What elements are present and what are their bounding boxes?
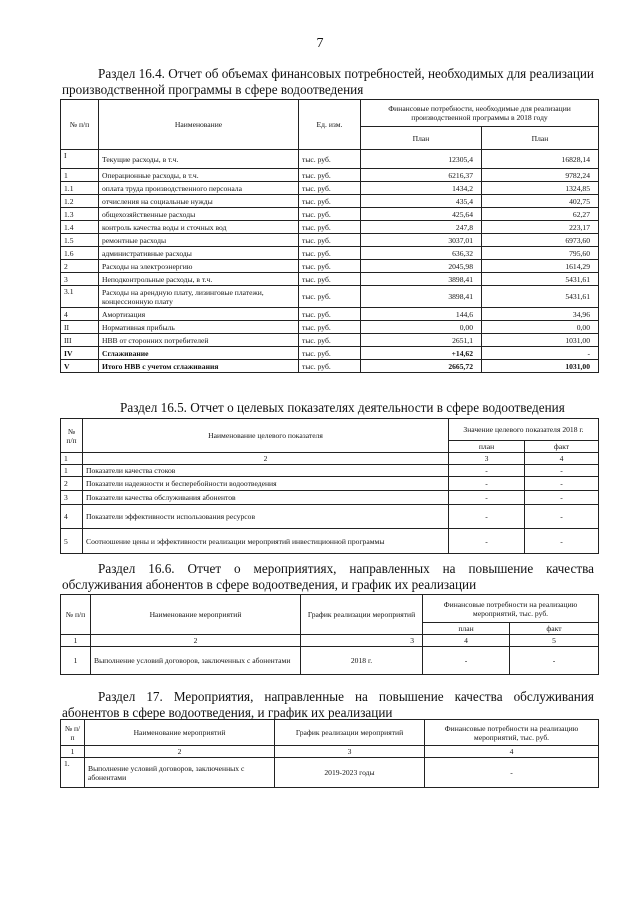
row-value-2: 223,17 (482, 221, 599, 234)
row-value-2: 6973,60 (482, 234, 599, 247)
col-header-plan: план (423, 623, 510, 635)
row-value-1: 435,4 (361, 195, 482, 208)
row-name: Нормативная прибыль (99, 321, 299, 334)
table-row (61, 647, 599, 675)
row-unit: тыс. руб. (299, 150, 361, 169)
table-row (61, 169, 599, 182)
row-unit: тыс. руб. (299, 195, 361, 208)
col-header-num: № п/п (61, 720, 85, 746)
table-row (61, 286, 599, 308)
row-name: Сглаживание (99, 347, 299, 360)
col-header-plan: план (449, 441, 525, 453)
table-row (61, 491, 599, 505)
table-row (61, 360, 599, 373)
row-num: 3 (61, 273, 99, 286)
target-indicators-table (60, 418, 599, 554)
row-value-2: 795,60 (482, 247, 599, 260)
col-header-name: Наименование мероприятий (91, 595, 301, 635)
row-name: Неподконтрольные расходы, в т.ч. (99, 273, 299, 286)
row-num: 4 (61, 308, 99, 321)
row-num: 1. (61, 758, 85, 788)
col-header-num: № п/п (61, 100, 99, 150)
row-unit: тыс. руб. (299, 208, 361, 221)
row-unit: тыс. руб. (299, 347, 361, 360)
col-index: 4 (525, 453, 599, 465)
table-row (61, 247, 599, 260)
table-row (61, 221, 599, 234)
row-fact: - (525, 529, 599, 554)
row-num: 1.1 (61, 182, 99, 195)
col-header-plan-1: План (361, 127, 482, 150)
financial-needs-table (60, 99, 599, 373)
row-num: 1 (61, 465, 83, 477)
col-header-fact: факт (510, 623, 599, 635)
row-value-1: 1434,2 (361, 182, 482, 195)
row-unit: тыс. руб. (299, 273, 361, 286)
row-value-2: 5431,61 (482, 273, 599, 286)
col-header-name: Наименование (99, 100, 299, 150)
row-unit: тыс. руб. (299, 247, 361, 260)
row-value-2: - (482, 347, 599, 360)
row-num: 1 (61, 169, 99, 182)
row-value-2: 1031,00 (482, 334, 599, 347)
row-unit: тыс. руб. (299, 308, 361, 321)
row-fact: - (525, 505, 599, 529)
row-value-2: 5431,61 (482, 286, 599, 308)
col-index: 2 (91, 635, 301, 647)
table-row (61, 465, 599, 477)
col-header-schedule: График реализации мероприятий (301, 595, 423, 635)
section-16-6-title: Раздел 16.6. Отчет о мероприятиях, направленных на повышение качества обслуживания абонентов в сфере водоотведения, и график их реализации (62, 561, 594, 592)
section-16-5-title: Раздел 16.5. Отчет о целевых показателях деятельности в сфере водоотведения (120, 400, 565, 415)
col-index: 3 (301, 635, 423, 647)
row-unit: тыс. руб. (299, 286, 361, 308)
table-row (61, 273, 599, 286)
row-unit: тыс. руб. (299, 334, 361, 347)
col-index: 2 (85, 746, 275, 758)
col-index: 3 (275, 746, 425, 758)
col-header-plan-2: План (482, 127, 599, 150)
row-num: II (61, 321, 99, 334)
row-fact: - (525, 491, 599, 505)
row-num: 4 (61, 505, 83, 529)
row-name: Текущие расходы, в т.ч. (99, 150, 299, 169)
row-value-1: 0,00 (361, 321, 482, 334)
row-value-2: 0,00 (482, 321, 599, 334)
col-index: 1 (61, 746, 85, 758)
col-header-fin: Финансовые потребности на реализацию мероприятий, тыс. руб. (423, 595, 599, 623)
row-name: отчисления на социальные нужды (99, 195, 299, 208)
row-num: 1.4 (61, 221, 99, 234)
table-row (61, 529, 599, 554)
table-row (61, 195, 599, 208)
row-name: Амортизация (99, 308, 299, 321)
row-fin: - (425, 758, 599, 788)
row-num: 1.5 (61, 234, 99, 247)
row-name: административные расходы (99, 247, 299, 260)
col-header-value: Значение целевого показателя 2018 г. (449, 419, 599, 441)
row-name: Показатели качества стоков (83, 465, 449, 477)
row-num: 3.1 (61, 286, 99, 308)
row-value-2: 402,75 (482, 195, 599, 208)
row-name: НВВ от сторонних потребителей (99, 334, 299, 347)
row-unit: тыс. руб. (299, 360, 361, 373)
row-fact: - (525, 477, 599, 491)
row-num: 2 (61, 477, 83, 491)
row-num: III (61, 334, 99, 347)
row-value-1: +14,62 (361, 347, 482, 360)
page-number: 7 (316, 36, 324, 51)
row-value-2: 1614,29 (482, 260, 599, 273)
row-num: 1.6 (61, 247, 99, 260)
row-num: 3 (61, 491, 83, 505)
row-unit: тыс. руб. (299, 169, 361, 182)
row-num: IV (61, 347, 99, 360)
row-value-1: 636,32 (361, 247, 482, 260)
row-value-2: 16828,14 (482, 150, 599, 169)
row-num: 1.3 (61, 208, 99, 221)
col-header-fin: Финансовые потребности на реализацию мероприятий, тыс. руб. (425, 720, 599, 746)
col-index: 4 (425, 746, 599, 758)
row-schedule: 2019-2023 годы (275, 758, 425, 788)
col-header-name: Наименование целевого показателя (83, 419, 449, 453)
row-num: 5 (61, 529, 83, 554)
table-row (61, 234, 599, 247)
row-num: I (61, 150, 99, 169)
col-header-fin: Финансовые потребности, необходимые для реализации производственной программы в 2018 году (361, 100, 599, 127)
row-name: контроль качества воды и сточных вод (99, 221, 299, 234)
row-name: общехозяйственные расходы (99, 208, 299, 221)
table-row (61, 260, 599, 273)
row-name: Выполнение условий договоров, заключенных с абонентами (91, 647, 301, 675)
row-num: V (61, 360, 99, 373)
row-name: Показатели качества обслуживания абонентов (83, 491, 449, 505)
col-header-num: № п/п (61, 419, 83, 453)
row-plan: - (449, 529, 525, 554)
row-name: Итого НВВ с учетом сглаживания (99, 360, 299, 373)
row-name: ремонтные расходы (99, 234, 299, 247)
col-header-fact: факт (525, 441, 599, 453)
col-index: 4 (423, 635, 510, 647)
col-index: 5 (510, 635, 599, 647)
row-unit: тыс. руб. (299, 182, 361, 195)
row-value-1: 2045,98 (361, 260, 482, 273)
section-16-4-title: Раздел 16.4. Отчет об объемах финансовых потребностей, необходимых для реализации производственной программы в сфере водоотведения (62, 66, 594, 97)
row-schedule: 2018 г. (301, 647, 423, 675)
row-unit: тыс. руб. (299, 260, 361, 273)
row-unit: тыс. руб. (299, 221, 361, 234)
row-value-2: 62,27 (482, 208, 599, 221)
col-header-schedule: График реализации мероприятий (275, 720, 425, 746)
row-value-1: 144,6 (361, 308, 482, 321)
row-num: 1 (61, 647, 91, 675)
row-plan: - (423, 647, 510, 675)
row-value-1: 3898,41 (361, 273, 482, 286)
row-name: Операционные расходы, в т.ч. (99, 169, 299, 182)
row-name: Расходы на электроэнергию (99, 260, 299, 273)
row-plan: - (449, 477, 525, 491)
row-value-1: 3898,41 (361, 286, 482, 308)
measures-report-table (60, 594, 599, 675)
row-unit: тыс. руб. (299, 321, 361, 334)
table-row (61, 208, 599, 221)
table-row (61, 505, 599, 529)
row-value-1: 2665,72 (361, 360, 482, 373)
row-value-1: 12305,4 (361, 150, 482, 169)
row-value-2: 1324,85 (482, 182, 599, 195)
table-row (61, 321, 599, 334)
row-name: Показатели надежности и бесперебойности водоотведения (83, 477, 449, 491)
row-name: Расходы на арендную плату, лизинговые платежи, концессионную плату (99, 286, 299, 308)
row-value-1: 3037,01 (361, 234, 482, 247)
col-header-num: № п/п (61, 595, 91, 635)
table-row (61, 182, 599, 195)
row-name: Выполнение условий договоров, заключенных с абонентами (85, 758, 275, 788)
col-header-name: Наименование мероприятий (85, 720, 275, 746)
row-name: оплата труда производственного персонала (99, 182, 299, 195)
row-num: 2 (61, 260, 99, 273)
table-row (61, 477, 599, 491)
row-value-1: 425,64 (361, 208, 482, 221)
section-17-title: Раздел 17. Мероприятия, направленные на повышение качества обслуживания абонентов в сфере водоотведения, и график их реализации (62, 689, 594, 720)
col-header-unit: Ед. изм. (299, 100, 361, 150)
row-value-2: 34,96 (482, 308, 599, 321)
row-value-2: 9782,24 (482, 169, 599, 182)
row-plan: - (449, 465, 525, 477)
col-index: 2 (83, 453, 449, 465)
row-plan: - (449, 491, 525, 505)
table-row (61, 150, 599, 169)
row-num: 1.2 (61, 195, 99, 208)
row-value-2: 1031,00 (482, 360, 599, 373)
row-fact: - (525, 465, 599, 477)
row-value-1: 2651,1 (361, 334, 482, 347)
row-unit: тыс. руб. (299, 234, 361, 247)
measures-plan-table (60, 719, 599, 788)
table-row (61, 758, 599, 788)
table-row (61, 334, 599, 347)
row-fact: - (510, 647, 599, 675)
row-plan: - (449, 505, 525, 529)
row-value-1: 247,8 (361, 221, 482, 234)
table-row (61, 308, 599, 321)
row-name: Соотношение цены и эффективности реализации мероприятий инвестиционной программы (83, 529, 449, 554)
table-row (61, 347, 599, 360)
row-name: Показатели эффективности использования ресурсов (83, 505, 449, 529)
col-index: 1 (61, 635, 91, 647)
row-value-1: 6216,37 (361, 169, 482, 182)
col-index: 3 (449, 453, 525, 465)
col-index: 1 (61, 453, 83, 465)
